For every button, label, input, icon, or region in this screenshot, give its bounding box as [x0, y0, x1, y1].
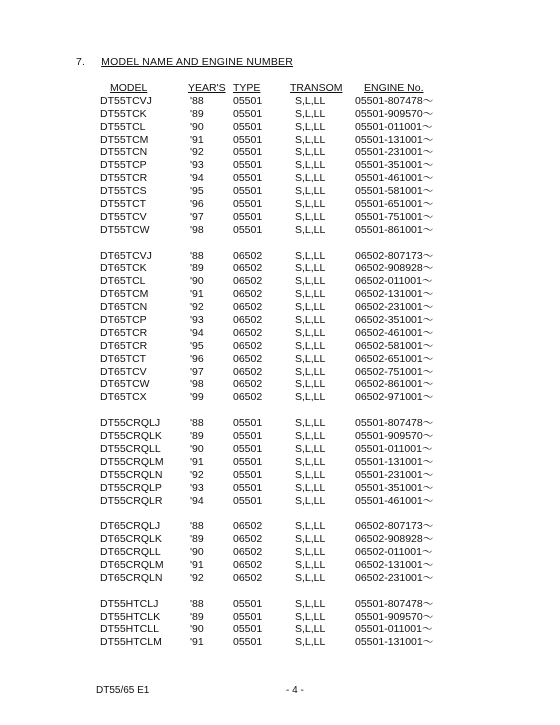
cell-model: DT65TCK — [100, 262, 147, 275]
cell-engine-no: 05501-011001～ — [355, 623, 433, 636]
cell-engine-no: 06502-461001～ — [355, 326, 434, 339]
table-row — [100, 417, 445, 430]
cell-year: '93 — [190, 159, 204, 172]
table-row — [100, 121, 445, 134]
table-row — [100, 159, 445, 172]
cell-type: 06502 — [233, 262, 263, 275]
cell-type: 06502 — [233, 365, 263, 378]
cell-type: 06502 — [233, 352, 263, 365]
cell-engine-no: 05501-131001～ — [355, 636, 434, 649]
table-row — [100, 546, 445, 559]
cell-model: DT55TCN — [100, 146, 148, 159]
cell-type: 05501 — [233, 468, 263, 481]
cell-type: 06502 — [233, 378, 263, 391]
cell-year: '94 — [190, 172, 204, 185]
cell-year: '94 — [190, 326, 204, 339]
table-row — [100, 598, 445, 611]
cell-year: '88 — [190, 597, 204, 610]
table-row — [100, 172, 445, 185]
cell-type: 05501 — [233, 430, 263, 443]
cell-model: DT65CRQLK — [100, 533, 162, 546]
cell-year: '93 — [190, 314, 204, 327]
cell-year: '91 — [190, 558, 204, 571]
table-row — [100, 495, 445, 508]
cell-engine-no: 05501-651001～ — [355, 198, 434, 211]
table-row — [100, 456, 445, 469]
cell-year: '89 — [190, 610, 204, 623]
cell-engine-no: 05501-461001～ — [355, 172, 434, 185]
table-row — [100, 198, 445, 211]
cell-transom: S,L,LL — [295, 159, 326, 172]
cell-transom: S,L,LL — [295, 262, 326, 275]
cell-transom: S,L,LL — [295, 172, 326, 185]
cell-model: DT65TCV — [100, 365, 147, 378]
header-engine-no: ENGINE No. — [364, 82, 424, 94]
cell-transom: S,L,LL — [295, 326, 326, 339]
cell-type: 05501 — [233, 494, 263, 507]
cell-engine-no: 06502-908928～ — [355, 533, 434, 546]
table-row — [100, 288, 445, 301]
cell-type: 06502 — [233, 339, 263, 352]
cell-transom: S,L,LL — [295, 301, 326, 314]
cell-transom: S,L,LL — [295, 249, 326, 262]
cell-model: DT55CRQLM — [100, 455, 164, 468]
cell-type: 05501 — [233, 198, 263, 211]
cell-engine-no: 05501-807478～ — [355, 94, 434, 107]
header-type: TYPE — [233, 82, 261, 94]
cell-engine-no: 06502-131001～ — [355, 558, 434, 571]
cell-engine-no: 06502-351001～ — [355, 314, 434, 327]
cell-model: DT55TCR — [100, 172, 148, 185]
cell-year: '89 — [190, 533, 204, 546]
cell-engine-no: 06502-651001～ — [355, 352, 434, 365]
table-row — [100, 108, 445, 121]
cell-engine-no: 05501-461001～ — [355, 494, 434, 507]
cell-type: 05501 — [233, 610, 263, 623]
table-row — [100, 430, 445, 443]
cell-model: DT55CRQLN — [100, 468, 163, 481]
cell-model: DT55TCL — [100, 120, 146, 133]
cell-type: 05501 — [233, 417, 263, 430]
cell-model: DT65TCM — [100, 288, 149, 301]
cell-year: '90 — [190, 275, 204, 288]
cell-year: '89 — [190, 430, 204, 443]
table-row — [100, 366, 445, 379]
cell-engine-no: 05501-131001～ — [355, 455, 434, 468]
group-spacer — [100, 507, 445, 520]
table-row — [100, 533, 445, 546]
table-row — [100, 378, 445, 391]
cell-type: 06502 — [233, 391, 263, 404]
cell-engine-no: 06502-861001～ — [355, 378, 434, 391]
table-row — [100, 211, 445, 224]
cell-engine-no: 05501-231001～ — [355, 146, 434, 159]
cell-year: '89 — [190, 107, 204, 120]
cell-year: '88 — [190, 94, 204, 107]
cell-transom: S,L,LL — [295, 455, 326, 468]
cell-type: 06502 — [233, 275, 263, 288]
footer-page-number: - 4 - — [286, 685, 304, 696]
cell-transom: S,L,LL — [295, 352, 326, 365]
cell-engine-no: 05501-909570～ — [355, 430, 434, 443]
cell-year: '91 — [190, 133, 204, 146]
cell-model: DT55TCW — [100, 223, 150, 236]
cell-year: '92 — [190, 571, 204, 584]
group-spacer — [100, 585, 445, 598]
cell-transom: S,L,LL — [295, 223, 326, 236]
cell-year: '91 — [190, 636, 204, 649]
cell-engine-no: 06502-581001～ — [355, 339, 434, 352]
table-row — [100, 391, 445, 404]
cell-transom: S,L,LL — [295, 146, 326, 159]
cell-transom: S,L,LL — [295, 391, 326, 404]
cell-model: DT55HTCLM — [100, 636, 162, 649]
cell-model: DT65CRQLJ — [100, 520, 161, 533]
cell-type: 06502 — [233, 301, 263, 314]
group-spacer — [100, 237, 445, 250]
cell-engine-no: 05501-011001～ — [355, 442, 433, 455]
cell-type: 06502 — [233, 288, 263, 301]
cell-type: 05501 — [233, 107, 263, 120]
cell-engine-no: 06502-807173～ — [355, 249, 434, 262]
cell-year: '91 — [190, 455, 204, 468]
cell-type: 05501 — [233, 146, 263, 159]
table-row — [100, 95, 445, 108]
cell-transom: S,L,LL — [295, 314, 326, 327]
table-row — [100, 134, 445, 147]
cell-model: DT55TCP — [100, 159, 147, 172]
cell-transom: S,L,LL — [295, 481, 326, 494]
cell-engine-no: 05501-909570～ — [355, 610, 434, 623]
cell-model: DT65CRQLL — [100, 546, 161, 559]
table-row — [100, 262, 445, 275]
section-title: MODEL NAME AND ENGINE NUMBER — [101, 56, 294, 68]
cell-engine-no: 06502-751001～ — [355, 365, 434, 378]
cell-transom: S,L,LL — [295, 288, 326, 301]
cell-transom: S,L,LL — [295, 133, 326, 146]
header-model: MODEL — [110, 82, 148, 94]
cell-type: 05501 — [233, 455, 263, 468]
cell-transom: S,L,LL — [295, 636, 326, 649]
cell-model: DT55TCV — [100, 210, 147, 223]
header-year: YEAR'S — [188, 82, 226, 94]
table-row — [100, 520, 445, 533]
table-row — [100, 559, 445, 572]
cell-engine-no: 05501-231001～ — [355, 468, 434, 481]
cell-type: 05501 — [233, 636, 263, 649]
cell-transom: S,L,LL — [295, 571, 326, 584]
table-row — [100, 301, 445, 314]
cell-type: 05501 — [233, 159, 263, 172]
cell-transom: S,L,LL — [295, 533, 326, 546]
cell-type: 05501 — [233, 597, 263, 610]
cell-type: 06502 — [233, 520, 263, 533]
cell-engine-no: 06502-807173～ — [355, 520, 434, 533]
cell-engine-no: 06502-971001～ — [355, 391, 434, 404]
cell-year: '98 — [190, 223, 204, 236]
cell-year: '98 — [190, 378, 204, 391]
cell-year: '90 — [190, 442, 204, 455]
cell-transom: S,L,LL — [295, 417, 326, 430]
table-row — [100, 353, 445, 366]
cell-model: DT65TCR — [100, 326, 148, 339]
cell-model: DT65TCP — [100, 314, 147, 327]
cell-model: DT65TCVJ — [100, 249, 152, 262]
cell-year: '88 — [190, 520, 204, 533]
table-row — [100, 224, 445, 237]
cell-type: 05501 — [233, 210, 263, 223]
cell-transom: S,L,LL — [295, 94, 326, 107]
cell-model: DT65TCX — [100, 391, 147, 404]
cell-model: DT65TCW — [100, 378, 150, 391]
footer-document-id: DT55/65 E1 — [96, 685, 150, 696]
cell-year: '97 — [190, 210, 204, 223]
cell-year: '99 — [190, 391, 204, 404]
section-number: 7. — [76, 56, 86, 68]
cell-year: '92 — [190, 468, 204, 481]
cell-year: '95 — [190, 339, 204, 352]
table-row — [100, 275, 445, 288]
cell-year: '96 — [190, 352, 204, 365]
cell-model: DT55CRQLP — [100, 481, 162, 494]
cell-type: 05501 — [233, 623, 263, 636]
cell-type: 05501 — [233, 223, 263, 236]
cell-model: DT55CRQLR — [100, 494, 163, 507]
cell-model: DT55HTCLL — [100, 623, 159, 636]
cell-type: 06502 — [233, 326, 263, 339]
cell-transom: S,L,LL — [295, 468, 326, 481]
cell-year: '93 — [190, 481, 204, 494]
cell-model: DT65CRQLN — [100, 571, 163, 584]
table-row — [100, 327, 445, 340]
cell-type: 06502 — [233, 533, 263, 546]
cell-year: '92 — [190, 146, 204, 159]
cell-model: DT55TCT — [100, 198, 147, 211]
cell-engine-no: 05501-131001～ — [355, 133, 434, 146]
cell-transom: S,L,LL — [295, 275, 326, 288]
cell-model: DT65TCL — [100, 275, 146, 288]
cell-year: '88 — [190, 249, 204, 262]
cell-engine-no: 05501-751001～ — [355, 210, 434, 223]
cell-type: 06502 — [233, 314, 263, 327]
cell-year: '90 — [190, 623, 204, 636]
cell-model: DT65TCT — [100, 352, 147, 365]
cell-engine-no: 05501-861001～ — [355, 223, 434, 236]
cell-transom: S,L,LL — [295, 494, 326, 507]
cell-transom: S,L,LL — [295, 120, 326, 133]
table-row — [100, 636, 445, 649]
cell-engine-no: 06502-011001～ — [355, 546, 433, 559]
cell-year: '88 — [190, 417, 204, 430]
cell-transom: S,L,LL — [295, 198, 326, 211]
cell-type: 05501 — [233, 94, 263, 107]
cell-year: '91 — [190, 288, 204, 301]
cell-type: 06502 — [233, 558, 263, 571]
model-engine-table — [100, 82, 445, 649]
header-transom: TRANSOM — [290, 82, 343, 94]
cell-model: DT55CRQLL — [100, 442, 161, 455]
cell-transom: S,L,LL — [295, 546, 326, 559]
cell-model: DT65TCR — [100, 339, 148, 352]
table-row — [100, 469, 445, 482]
table-row — [100, 443, 445, 456]
cell-engine-no: 05501-581001～ — [355, 185, 434, 198]
cell-engine-no: 06502-231001～ — [355, 301, 434, 314]
cell-engine-no: 05501-909570～ — [355, 107, 434, 120]
cell-engine-no: 06502-131001～ — [355, 288, 434, 301]
table-row — [100, 340, 445, 353]
cell-model: DT55CRQLK — [100, 430, 162, 443]
cell-model: DT55CRQLJ — [100, 417, 161, 430]
table-header-row — [100, 82, 445, 95]
cell-engine-no: 05501-807478～ — [355, 597, 434, 610]
cell-engine-no: 05501-351001～ — [355, 159, 434, 172]
cell-transom: S,L,LL — [295, 107, 326, 120]
cell-type: 05501 — [233, 133, 263, 146]
cell-engine-no: 06502-908928～ — [355, 262, 434, 275]
cell-engine-no: 06502-231001～ — [355, 571, 434, 584]
cell-model: DT65TCN — [100, 301, 148, 314]
cell-type: 05501 — [233, 185, 263, 198]
table-row — [100, 482, 445, 495]
cell-transom: S,L,LL — [295, 558, 326, 571]
cell-model: DT65CRQLM — [100, 558, 164, 571]
cell-year: '95 — [190, 185, 204, 198]
cell-year: '90 — [190, 546, 204, 559]
cell-transom: S,L,LL — [295, 623, 326, 636]
cell-transom: S,L,LL — [295, 378, 326, 391]
section-heading — [76, 56, 293, 68]
group-spacer — [100, 404, 445, 417]
cell-model: DT55TCK — [100, 107, 147, 120]
cell-type: 05501 — [233, 172, 263, 185]
cell-transom: S,L,LL — [295, 520, 326, 533]
cell-engine-no: 05501-807478～ — [355, 417, 434, 430]
cell-transom: S,L,LL — [295, 597, 326, 610]
cell-type: 06502 — [233, 249, 263, 262]
cell-transom: S,L,LL — [295, 339, 326, 352]
cell-model: DT55TCM — [100, 133, 149, 146]
cell-engine-no: 05501-011001～ — [355, 120, 433, 133]
cell-transom: S,L,LL — [295, 610, 326, 623]
cell-transom: S,L,LL — [295, 365, 326, 378]
table-row — [100, 611, 445, 624]
table-row — [100, 623, 445, 636]
cell-type: 05501 — [233, 481, 263, 494]
cell-year: '96 — [190, 198, 204, 211]
cell-type: 06502 — [233, 546, 263, 559]
table-body — [100, 95, 445, 649]
table-row — [100, 314, 445, 327]
cell-year: '92 — [190, 301, 204, 314]
cell-engine-no: 05501-351001～ — [355, 481, 434, 494]
table-row — [100, 572, 445, 585]
table-row — [100, 250, 445, 263]
cell-type: 05501 — [233, 120, 263, 133]
cell-year: '94 — [190, 494, 204, 507]
table-row — [100, 146, 445, 159]
cell-transom: S,L,LL — [295, 430, 326, 443]
cell-model: DT55TCS — [100, 185, 147, 198]
cell-transom: S,L,LL — [295, 442, 326, 455]
cell-year: '97 — [190, 365, 204, 378]
cell-transom: S,L,LL — [295, 185, 326, 198]
cell-year: '89 — [190, 262, 204, 275]
cell-model: DT55HTCLJ — [100, 597, 159, 610]
cell-type: 06502 — [233, 571, 263, 584]
cell-model: DT55HTCLK — [100, 610, 161, 623]
table-row — [100, 185, 445, 198]
cell-type: 05501 — [233, 442, 263, 455]
cell-year: '90 — [190, 120, 204, 133]
cell-transom: S,L,LL — [295, 210, 326, 223]
cell-model: DT55TCVJ — [100, 94, 152, 107]
cell-engine-no: 06502-011001～ — [355, 275, 433, 288]
